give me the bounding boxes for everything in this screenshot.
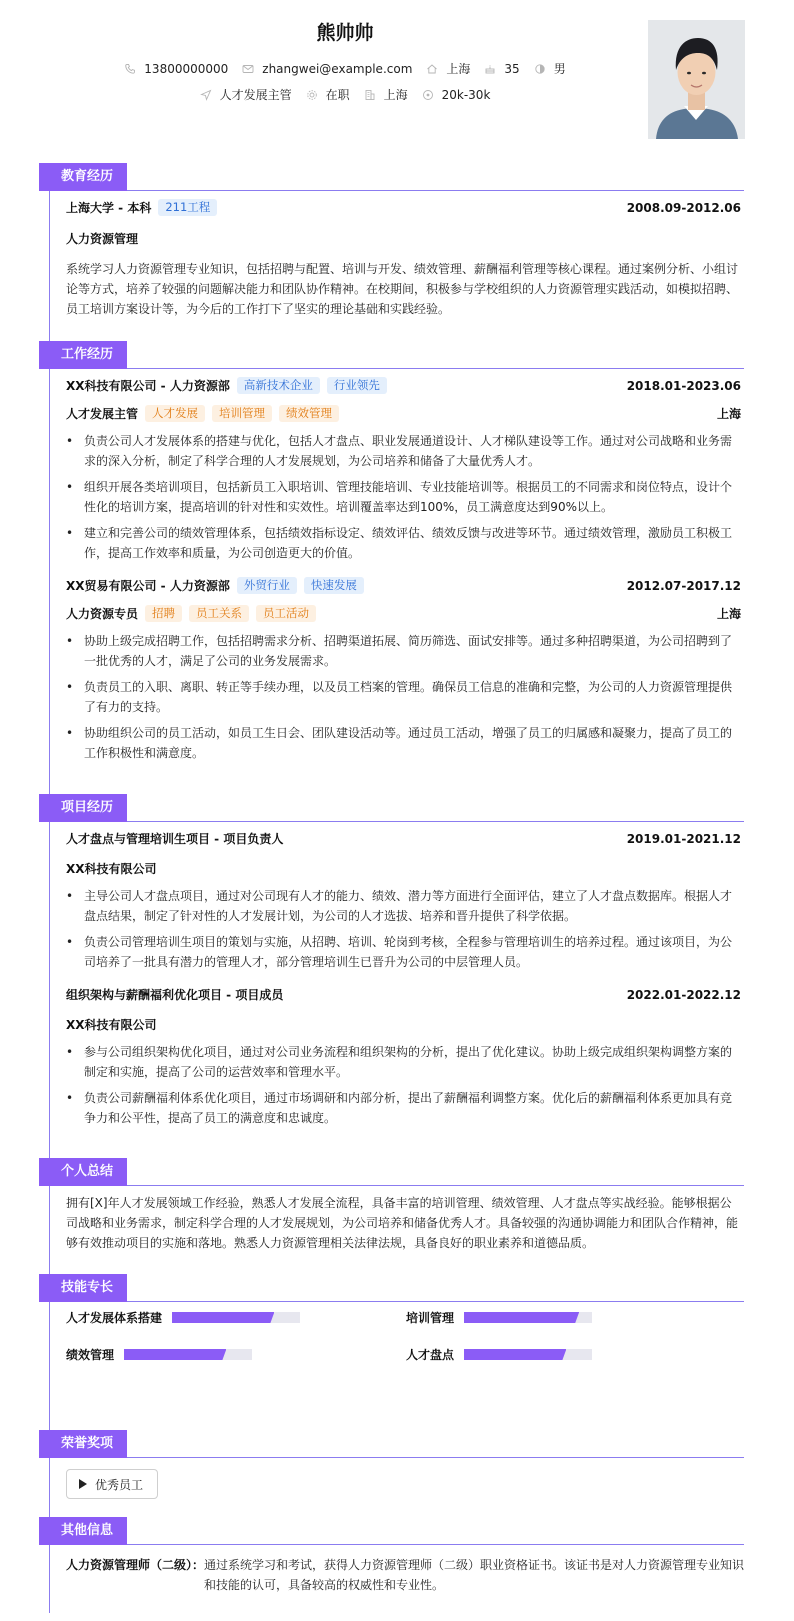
skill-item bbox=[66, 1309, 300, 1326]
skill-bar bbox=[124, 1349, 252, 1360]
summary-text: 拥有[X]年人才发展领域工作经验，熟悉人才发展全流程，具备丰富的培训管理、绩效管理、人才盘点等实战经验。能够根据公司战略和业务需求，制定科学合理的人才发展规划，为公司培养和储备优秀人才。具备较强的沟通协调能力和团队合作精神，能够有效推动项目的实施和落地。熟悉人力资源管理相关法律法规，具备良好的职业素养和道德品质。 bbox=[66, 1196, 739, 1250]
work-date: 2012.07-2017.12 bbox=[626, 578, 741, 593]
company-tag: 快速发展 bbox=[304, 577, 364, 594]
resume-header bbox=[0, 0, 794, 160]
skill-name: 绩效管理 bbox=[66, 1348, 115, 1362]
city-text: 上海 bbox=[383, 88, 408, 102]
position-name: 人才发展主管 bbox=[66, 407, 139, 421]
skill-name: 人才发展体系搭建 bbox=[66, 1311, 163, 1325]
age-text: 35 bbox=[504, 61, 520, 76]
project-company: XX科技有限公司 bbox=[66, 1018, 157, 1032]
phone-text: 13800000000 bbox=[144, 61, 229, 76]
project-date: 2022.01-2022.12 bbox=[626, 987, 741, 1002]
work-date: 2018.01-2023.06 bbox=[626, 378, 741, 393]
company-tag: 高新技术企业 bbox=[237, 377, 320, 394]
home-icon bbox=[426, 63, 438, 75]
section-title-work: 工作经历 bbox=[39, 341, 127, 369]
location-item bbox=[426, 60, 470, 77]
work-city: 上海 bbox=[716, 607, 741, 621]
education-row bbox=[66, 199, 741, 216]
status-text: 在职 bbox=[325, 88, 350, 102]
gear-icon bbox=[306, 89, 318, 101]
section-other bbox=[39, 1517, 744, 1545]
cake-icon bbox=[484, 63, 496, 75]
salary-item bbox=[422, 88, 491, 102]
gender-text: 男 bbox=[553, 62, 566, 76]
company-name: XX科技有限公司 - 人力资源部 bbox=[66, 379, 230, 393]
skill-tag: 招聘 bbox=[145, 605, 182, 622]
skill-tag: 员工关系 bbox=[189, 605, 249, 622]
section-title-education: 教育经历 bbox=[39, 163, 127, 191]
project-bullet: • 负责公司薪酬福利体系优化项目，通过市场调研和内部分析，提出了薪酬福利调整方案。优化后的薪酬福利体系更加具有竞争力和公平性，提高了员工的满意度和忠诚度。 bbox=[66, 1088, 741, 1128]
major-name: 人力资源管理 bbox=[66, 232, 139, 246]
work-position-row bbox=[66, 405, 741, 422]
skill-item bbox=[406, 1346, 592, 1363]
work-company-row bbox=[66, 577, 741, 594]
work-bullet: • 组织开展各类培训项目，包括新员工入职培训、管理技能培训、专业技能培训等。根据员工的不同需求和岗位特点，设计个性化的培训方案，提高培训的针对性和实效性。培训覆盖率达到100%，员工满意度达到90%以上。 bbox=[66, 477, 741, 517]
skill-tag: 培训管理 bbox=[212, 405, 272, 422]
project-title: 人才盘点与管理培训生项目 - 项目负责人 bbox=[66, 832, 284, 846]
work-bullet: • 负责员工的入职、离职、转正等手续办理，以及员工档案的管理。确保员工信息的准确和完整，为公司的人力资源管理提供了有力的支持。 bbox=[66, 677, 741, 717]
position-text: 人才发展主管 bbox=[219, 88, 292, 102]
section-projects bbox=[39, 794, 744, 822]
section-skills bbox=[39, 1274, 744, 1302]
salary-text: 20k-30k bbox=[441, 87, 491, 102]
section-summary bbox=[39, 1158, 744, 1186]
skill-bar-fill bbox=[464, 1312, 579, 1323]
work-bullet: • 协助组织公司的员工活动，如员工生日会、团队建设活动等。通过员工活动，增强了员工的归属感和凝聚力，提高了员工的工作积极性和满意度。 bbox=[66, 723, 741, 763]
company-name: XX贸易有限公司 - 人力资源部 bbox=[66, 579, 230, 593]
certificate-label: 人力资源管理师（二级）： bbox=[66, 1558, 205, 1572]
phone-icon bbox=[124, 63, 136, 75]
project-company-row bbox=[66, 1016, 741, 1033]
work-city: 上海 bbox=[716, 407, 741, 421]
position-item bbox=[200, 86, 292, 103]
section-honors bbox=[39, 1430, 744, 1458]
location-text: 上海 bbox=[446, 62, 471, 76]
timeline-line bbox=[49, 173, 50, 1613]
candidate-name: 熊帅帅 bbox=[316, 22, 374, 44]
section-title-projects: 项目经历 bbox=[39, 794, 127, 822]
email-item bbox=[242, 62, 412, 76]
skill-name: 培训管理 bbox=[406, 1311, 455, 1325]
email-text: zhangwei@example.com bbox=[262, 61, 413, 76]
project-company: XX科技有限公司 bbox=[66, 862, 157, 876]
profile-photo bbox=[648, 20, 745, 139]
company-tag: 行业领先 bbox=[327, 377, 387, 394]
skill-tag: 员工活动 bbox=[256, 605, 316, 622]
section-title-honors: 荣誉奖项 bbox=[39, 1430, 127, 1458]
section-work bbox=[39, 341, 744, 369]
building-icon bbox=[364, 89, 376, 101]
work-bullet: • 负责公司人才发展体系的搭建与优化，包括人才盘点、职业发展通道设计、人才梯队建设等工作。通过对公司战略和业务需求的深入分析，制定了科学合理的人才发展规划，为公司培养和储备了大量优秀人才。 bbox=[66, 431, 741, 471]
position-name: 人力资源专员 bbox=[66, 607, 139, 621]
work-company-row bbox=[66, 377, 741, 394]
project-bullet: • 负责公司管理培训生项目的策划与实施，从招聘、培训、轮岗到考核，全程参与管理培训生的培养过程。通过该项目，为公司培养了一批具有潜力的管理人才，部分管理培训生已晋升为公司的中层管理人员。 bbox=[66, 932, 741, 972]
project-date: 2019.01-2021.12 bbox=[626, 831, 741, 846]
skill-name: 人才盘点 bbox=[406, 1348, 455, 1362]
major-row bbox=[66, 230, 741, 247]
skill-item bbox=[66, 1346, 252, 1363]
skill-bar-fill bbox=[172, 1312, 274, 1323]
skill-tag: 人才发展 bbox=[145, 405, 205, 422]
mail-icon bbox=[242, 63, 254, 75]
section-education bbox=[39, 163, 744, 191]
age-item bbox=[484, 62, 519, 76]
gender-icon bbox=[534, 63, 546, 75]
contact-row bbox=[0, 60, 690, 77]
project-bullet: • 参与公司组织架构优化项目，通过对公司业务流程和组织架构的分析，提出了优化建议。协助上级完成组织架构调整方案的制定和实施，提高了公司的运营效率和管理水平。 bbox=[66, 1042, 741, 1082]
other-info-row bbox=[66, 1555, 746, 1595]
project-title: 组织架构与薪酬福利优化项目 - 项目成员 bbox=[66, 988, 284, 1002]
project-company-row bbox=[66, 860, 741, 877]
work-bullet: • 建立和完善公司的绩效管理体系，包括绩效指标设定、绩效评估、绩效反馈与改进等环节。通过绩效管理，激励员工积极工作，提高工作效率和质量，为公司创造更大的价值。 bbox=[66, 523, 741, 563]
skill-bar-fill bbox=[124, 1349, 226, 1360]
phone-item bbox=[124, 62, 228, 76]
skill-bar bbox=[464, 1312, 592, 1323]
skill-bar bbox=[464, 1349, 592, 1360]
award-chip[interactable] bbox=[66, 1469, 158, 1499]
skill-tag: 绩效管理 bbox=[279, 405, 339, 422]
project-title-row bbox=[66, 830, 741, 847]
company-tag: 外贸行业 bbox=[237, 577, 297, 594]
coin-icon bbox=[422, 89, 434, 101]
section-title-other: 其他信息 bbox=[39, 1517, 127, 1545]
certificate-description: 通过系统学习和考试，获得人力资源管理师（二级）职业资格证书。该证书是对人力资源管理专业知识和技能的认可，具备较高的权威性和专业性。 bbox=[204, 1558, 745, 1592]
skill-bar bbox=[172, 1312, 300, 1323]
award-label: 优秀员工 bbox=[95, 1477, 144, 1492]
city-item bbox=[364, 86, 408, 103]
project-bullet: • 主导公司人才盘点项目，通过对公司现有人才的能力、绩效、潜力等方面进行全面评估，建立了人才盘点数据库。根据人才盘点结果，制定了针对性的人才发展计划，为公司的人才选拔、培养和晋升提供了科学依据。 bbox=[66, 886, 741, 926]
education-date: 2008.09-2012.06 bbox=[626, 200, 741, 215]
job-intent-row bbox=[0, 86, 690, 103]
work-bullet: • 协助上级完成招聘工作，包括招聘需求分析、招聘渠道拓展、简历筛选、面试安排等。通过多种招聘渠道，为公司招聘到了一批优秀的人才，满足了公司的业务发展需求。 bbox=[66, 631, 741, 671]
section-title-summary: 个人总结 bbox=[39, 1158, 127, 1186]
school-tag: 211工程 bbox=[158, 199, 217, 216]
send-icon bbox=[200, 89, 212, 101]
skill-bar-fill bbox=[464, 1349, 566, 1360]
play-icon bbox=[79, 1479, 87, 1489]
status-item bbox=[306, 86, 350, 103]
section-title-skills: 技能专长 bbox=[39, 1274, 127, 1302]
work-position-row bbox=[66, 605, 741, 622]
school-name: 上海大学 - 本科 bbox=[66, 201, 152, 215]
gender-item bbox=[534, 60, 566, 77]
education-description: 系统学习人力资源管理专业知识，包括招聘与配置、培训与开发、绩效管理、薪酬福利管理等核心课程。通过案例分析、小组讨论等方式，培养了较强的问题解决能力和团队协作精神。在校期间，积极参与学校组织的人力资源管理实践活动，如模拟招聘、员工培训方案设计等，为今后的工作打下了坚实的理论基础和实践经验。 bbox=[66, 262, 739, 316]
project-title-row bbox=[66, 986, 741, 1003]
skill-item bbox=[406, 1309, 592, 1326]
